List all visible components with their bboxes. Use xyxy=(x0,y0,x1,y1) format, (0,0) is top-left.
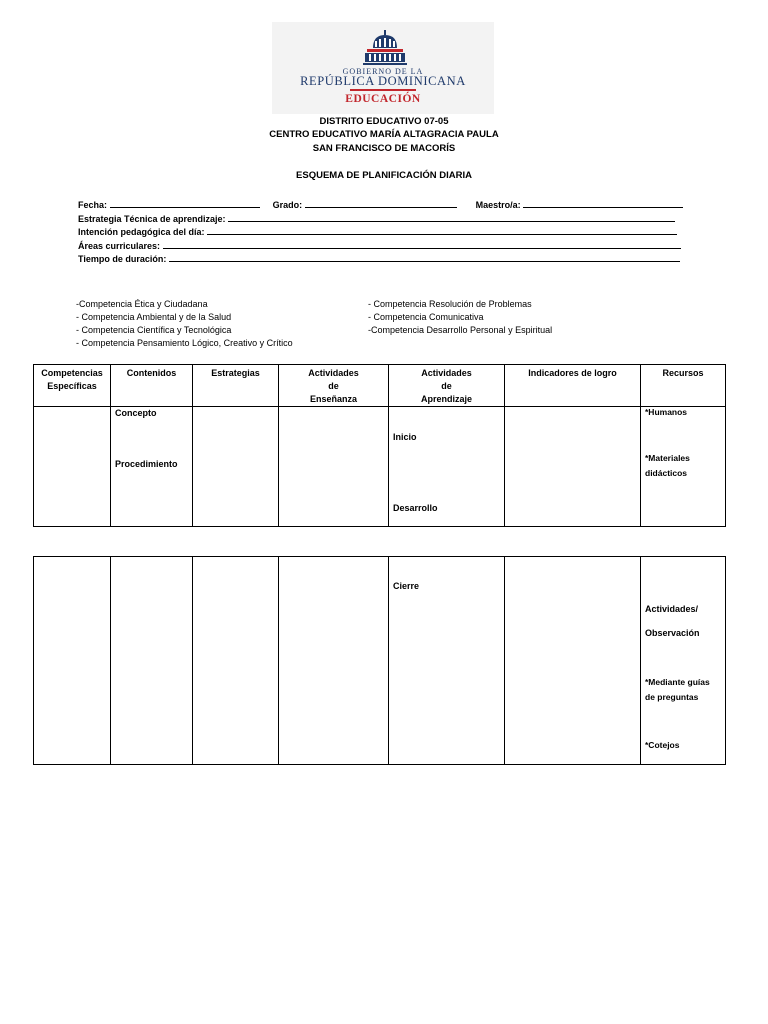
table-header-row xyxy=(34,365,726,407)
cotejos-label: *Cotejos xyxy=(645,740,680,750)
fecha-label: Fecha: xyxy=(78,200,108,210)
competencia-ambiental: - Competencia Ambiental y de la Salud xyxy=(76,312,232,322)
observacion-label: Observación xyxy=(645,628,700,638)
col-header-actividades-ensenanza: Actividades de Enseñanza xyxy=(279,365,389,407)
logo-ministry-label: EDUCACIÓN xyxy=(345,93,421,105)
procedimiento-label: Procedimiento xyxy=(115,459,178,469)
cell-competencias[interactable] xyxy=(34,557,111,765)
cell-actividades-aprendizaje[interactable] xyxy=(389,407,505,527)
district-heading: DISTRITO EDUCATIVO 07-05 xyxy=(319,116,449,127)
cell-competencias[interactable] xyxy=(34,407,111,527)
humanos-label: *Humanos xyxy=(645,407,688,417)
planning-table-1 xyxy=(33,364,726,527)
col-header-indicadores: Indicadores de logro xyxy=(505,365,641,407)
cell-actividades-aprendizaje[interactable] xyxy=(389,557,505,765)
col-header-recursos: Recursos xyxy=(641,365,726,407)
cell-contenidos[interactable] xyxy=(111,557,193,765)
grado-field[interactable] xyxy=(305,198,457,208)
col-header-estrategias: Estrategias xyxy=(193,365,279,407)
form-line-areas xyxy=(78,239,681,251)
desarrollo-label: Desarrollo xyxy=(393,503,438,513)
col-header-contenidos: Contenidos xyxy=(111,365,193,407)
competencia-desarrollo-personal: -Competencia Desarrollo Personal y Espiritual xyxy=(368,325,553,335)
maestro-field[interactable] xyxy=(523,198,683,208)
cell-actividades-ensenanza[interactable] xyxy=(279,407,389,527)
cell-indicadores[interactable] xyxy=(505,407,641,527)
table-row xyxy=(34,407,726,527)
planning-table-2 xyxy=(33,556,726,765)
cell-indicadores[interactable] xyxy=(505,557,641,765)
cell-estrategias[interactable] xyxy=(193,557,279,765)
competencia-resolucion: - Competencia Resolución de Problemas xyxy=(368,299,532,309)
competencia-cientifica: - Competencia Científica y Tecnológica xyxy=(76,325,232,335)
logo-government-label: GOBIERNO DE LA xyxy=(342,67,424,76)
col-header-competencias: Competencias Específicas xyxy=(34,365,111,407)
cell-contenidos[interactable] xyxy=(111,407,193,527)
form-line-intencion xyxy=(78,225,677,237)
materiales-label: *Materiales didácticos xyxy=(645,453,690,478)
maestro-label: Maestro/a: xyxy=(475,200,521,210)
intencion-label: Intención pedagógica del día: xyxy=(78,227,205,237)
concepto-label: Concepto xyxy=(115,408,157,418)
fecha-field[interactable] xyxy=(110,198,260,208)
school-heading: CENTRO EDUCATIVO MARÍA ALTAGRACIA PAULA xyxy=(269,129,499,140)
national-palace-dome-icon xyxy=(360,30,410,66)
cierre-label: Cierre xyxy=(393,581,420,591)
logo-divider xyxy=(350,89,416,91)
estrategia-field[interactable] xyxy=(228,212,675,222)
estrategia-label: Estrategia Técnica de aprendizaje: xyxy=(78,214,226,224)
cell-actividades-ensenanza[interactable] xyxy=(279,557,389,765)
cell-estrategias[interactable] xyxy=(193,407,279,527)
cell-recursos[interactable] xyxy=(641,407,726,527)
tiempo-field[interactable] xyxy=(169,252,680,262)
form-line-fecha-grado-maestro xyxy=(78,198,683,210)
table-row xyxy=(34,557,726,765)
cell-recursos[interactable] xyxy=(641,557,726,765)
areas-label: Áreas curriculares: xyxy=(78,241,161,251)
areas-field[interactable] xyxy=(163,239,681,249)
competencia-pensamiento: - Competencia Pensamiento Lógico, Creativo y Crítico xyxy=(76,338,293,348)
city-heading: SAN FRANCISCO DE MACORÍS xyxy=(312,143,456,154)
grado-label: Grado: xyxy=(272,200,303,210)
actividades-label: Actividades/ xyxy=(645,604,699,614)
tiempo-label: Tiempo de duración: xyxy=(78,254,167,264)
form-line-estrategia xyxy=(78,212,675,224)
guias-label: *Mediante guías de preguntas xyxy=(645,677,710,702)
intencion-field[interactable] xyxy=(207,225,677,235)
logo-country-label: REPÚBLICA DOMINICANA xyxy=(300,74,466,88)
inicio-label: Inicio xyxy=(393,432,417,442)
competencia-etica: -Competencia Ética y Ciudadana xyxy=(76,299,208,309)
form-line-tiempo xyxy=(78,252,680,264)
col-header-actividades-aprendizaje: Actividades de Aprendizaje xyxy=(389,365,505,407)
competencia-comunicativa: - Competencia Comunicativa xyxy=(368,312,484,322)
document-title: ESQUEMA DE PLANIFICACIÓN DIARIA xyxy=(296,170,472,181)
